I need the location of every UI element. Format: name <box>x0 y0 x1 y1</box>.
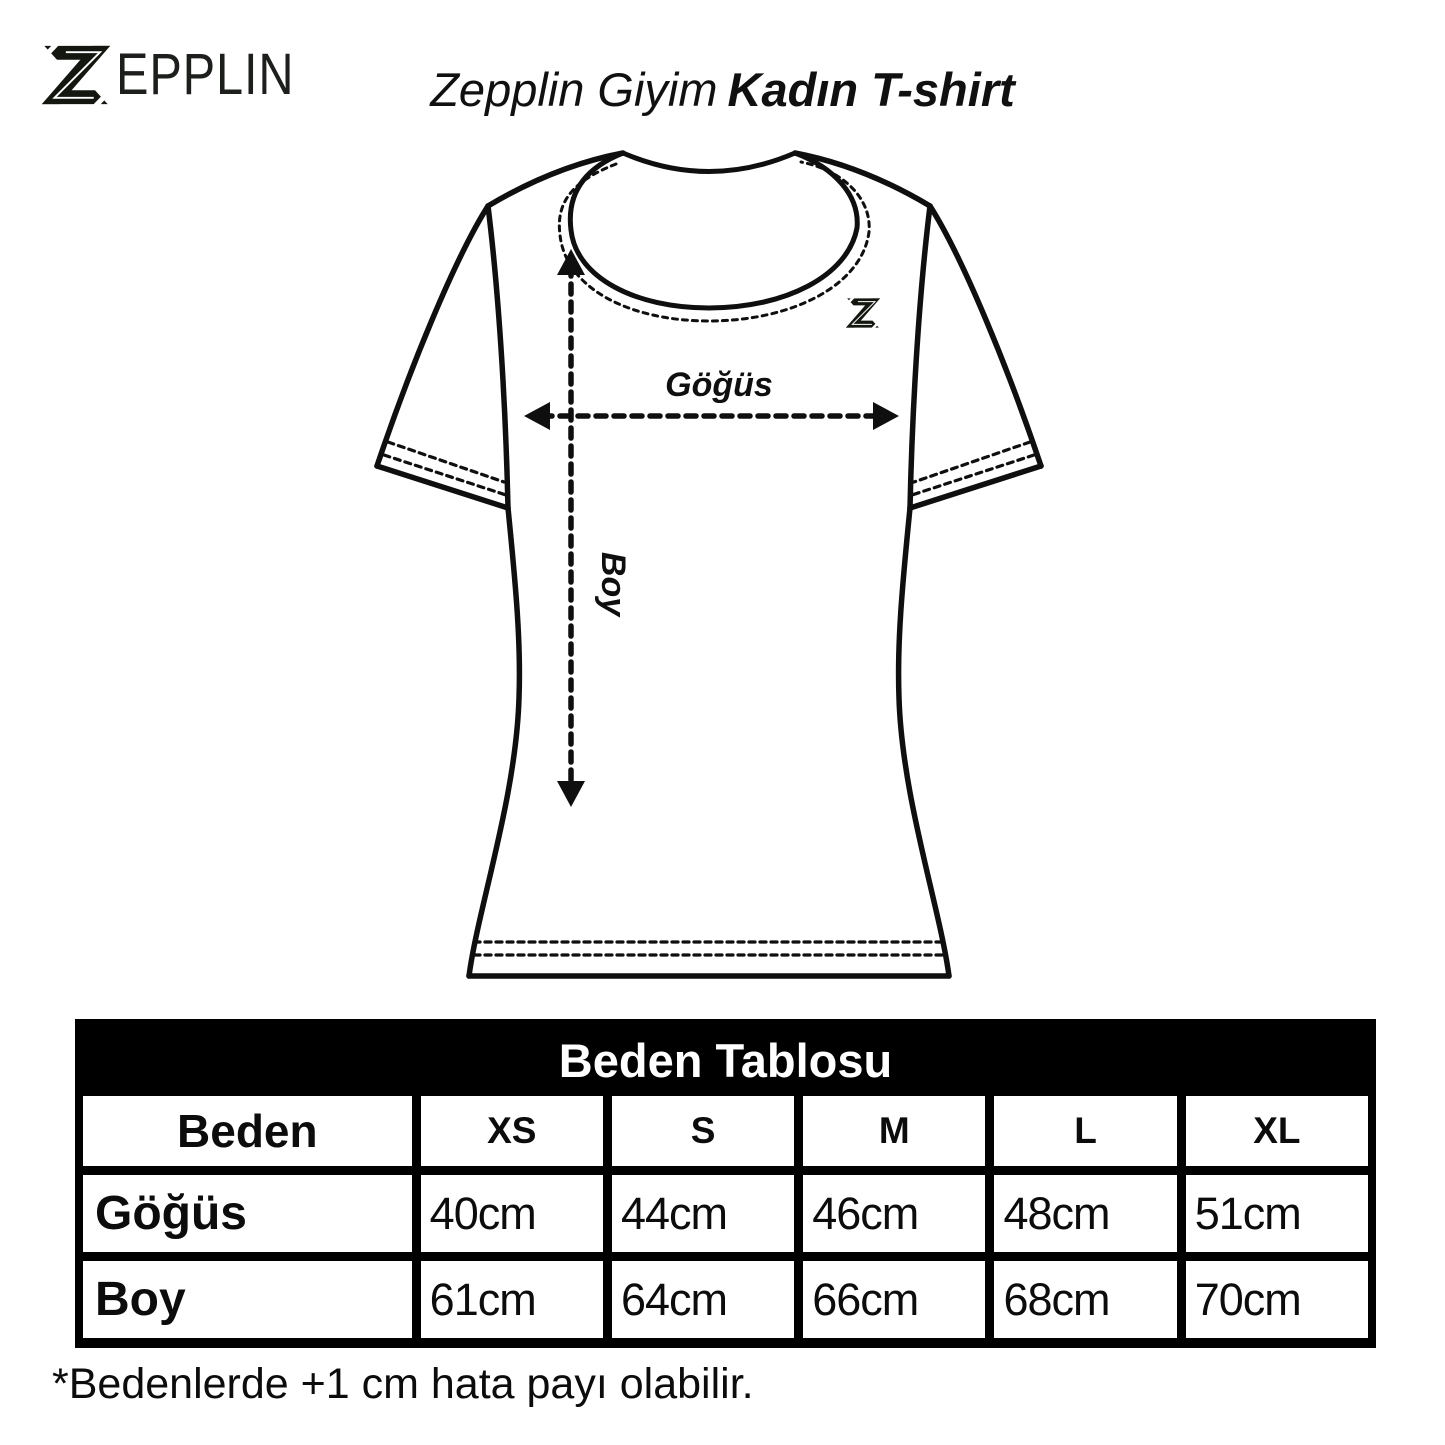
size-tolerance-footnote: *Bedenlerde +1 cm hata payı olabilir. <box>52 1360 754 1408</box>
chest-logo-z-icon <box>843 295 884 330</box>
right-body-side <box>899 508 949 976</box>
row-length-label: Boy <box>83 1261 412 1338</box>
title-regular: Zepplin Giyim <box>430 63 718 116</box>
chest-label: Göğüs <box>665 366 773 404</box>
row-chest-m: 46cm <box>803 1175 985 1252</box>
row-chest-label: Göğüs <box>83 1175 412 1252</box>
table-header-m: M <box>803 1096 985 1166</box>
right-sleeve-hem <box>910 466 1041 508</box>
length-arrowhead-bottom <box>557 781 585 807</box>
back-collar-line <box>623 153 795 172</box>
title-bold: Kadın T-shirt <box>727 63 1015 116</box>
row-chest-xl: 51cm <box>1186 1175 1368 1252</box>
table-header-xs: XS <box>421 1096 603 1166</box>
left-armhole-seam <box>488 206 508 508</box>
left-sleeve-hem <box>377 466 508 508</box>
brand-name: EPPLIN <box>116 42 295 107</box>
tshirt-figure <box>370 138 1070 990</box>
row-length-xs: 61cm <box>421 1261 603 1338</box>
table-header-s: S <box>612 1096 794 1166</box>
bottom-hem-stitch-lines <box>474 942 944 955</box>
row-length-s: 64cm <box>612 1261 794 1338</box>
size-table-title: Beden Tablosu <box>558 1034 893 1087</box>
row-chest-l: 48cm <box>994 1175 1176 1252</box>
row-length-l: 68cm <box>994 1261 1176 1338</box>
row-chest-s: 44cm <box>612 1175 794 1252</box>
row-length-m: 66cm <box>803 1261 985 1338</box>
row-chest-xs: 40cm <box>421 1175 603 1252</box>
chest-arrowhead-right <box>873 402 899 430</box>
size-table <box>75 1019 1376 1348</box>
length-label: Boy <box>594 551 632 617</box>
right-sleeve-outline <box>930 206 1041 466</box>
table-header-beden: Beden <box>83 1096 412 1166</box>
page-title <box>0 64 1445 116</box>
collar-outline <box>570 153 857 308</box>
table-header-xl: XL <box>1186 1096 1368 1166</box>
left-body-side <box>469 508 519 976</box>
right-armhole-seam <box>910 206 930 508</box>
chest-arrowhead-left <box>524 402 550 430</box>
row-length-xl: 70cm <box>1186 1261 1368 1338</box>
tshirt-drawing <box>370 138 1070 990</box>
arrowheads <box>524 249 899 807</box>
collar-stitch-line <box>559 162 869 321</box>
table-header-l: L <box>994 1096 1176 1166</box>
left-sleeve-outline <box>377 206 488 466</box>
size-table-grid <box>83 1096 1368 1338</box>
